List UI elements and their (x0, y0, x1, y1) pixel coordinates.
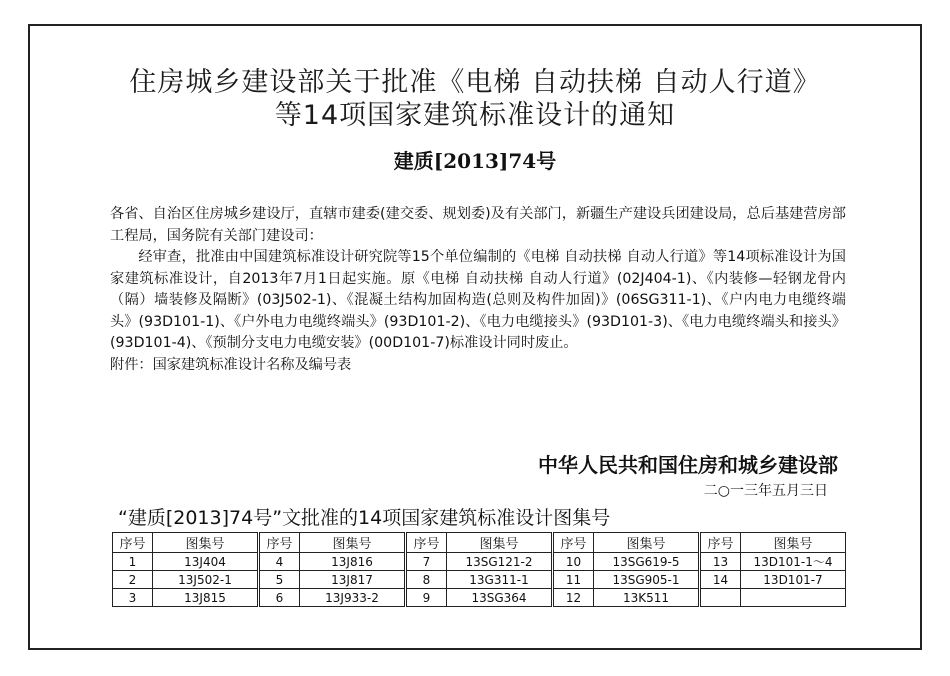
header-no: 序号 (406, 533, 447, 553)
row-number: 6 (259, 589, 300, 607)
table-header-row (113, 533, 846, 553)
header-code: 图集号 (447, 533, 553, 553)
header-no: 序号 (113, 533, 153, 553)
header-code: 图集号 (741, 533, 846, 553)
atlas-code: 13D101-7 (741, 571, 846, 589)
header-no: 序号 (700, 533, 741, 553)
header-code: 图集号 (153, 533, 259, 553)
notice-title-line-2: 等14项国家建筑标准设计的通知 (274, 100, 676, 131)
table-row (113, 553, 846, 571)
row-number: 9 (406, 589, 447, 607)
atlas-code: 13SG905-1 (594, 571, 700, 589)
row-number: 13 (700, 553, 741, 571)
table-row (113, 571, 846, 589)
header-code: 图集号 (594, 533, 700, 553)
table-caption: “建质[2013]74号”文批准的14项国家建筑标准设计图集号 (118, 507, 611, 529)
row-number: 8 (406, 571, 447, 589)
document-number: 建质[2013]74号 (393, 149, 557, 173)
atlas-code: 13J816 (300, 553, 406, 571)
issue-date: 二○一三年五月三日 (703, 483, 828, 499)
atlas-code: 13D101-1～4 (741, 553, 846, 571)
row-number: 2 (113, 571, 153, 589)
row-number: 12 (553, 589, 594, 607)
atlas-code: 13G311-1 (447, 571, 553, 589)
row-number: 3 (113, 589, 153, 607)
row-number (700, 589, 741, 607)
header-no: 序号 (259, 533, 300, 553)
row-number: 7 (406, 553, 447, 571)
issuing-authority: 中华人民共和国住房和城乡建设部 (538, 453, 838, 477)
atlas-code: 13J933-2 (300, 589, 406, 607)
atlas-code: 13SG619-5 (594, 553, 700, 571)
header-code: 图集号 (300, 533, 406, 553)
row-number: 4 (259, 553, 300, 571)
row-number: 10 (553, 553, 594, 571)
table-row (113, 589, 846, 607)
approval-paragraph: 经审查，批准由中国建筑标准设计研究院等15个单位编制的《电梯 自动扶梯 自动人行道》等14项标准设计为国家建筑标准设计，自2013年7月1日起实施。原《电梯 自动扶梯 自动人行道》(02J404-1)、《内装修—轻钢龙骨内（隔）墙装修及隔断》(03J502-1)、《混凝土结构加固构造(总则及构件加固)》(06SG311-1)、《户内电力电缆终端头》(93D101-1)、《户外电力电缆终端头》(93D101-2)、《电力电缆接头》(93D101-3)、《电力电缆终端头和接头》(93D101-4)、《预制分支电力电缆安装》(00D101-7)标准设计同时废止。 (110, 249, 846, 351)
row-number: 14 (700, 571, 741, 589)
atlas-code: 13J815 (153, 589, 259, 607)
atlas-code: 13K511 (594, 589, 700, 607)
header-no: 序号 (553, 533, 594, 553)
recipients-paragraph: 各省、自治区住房城乡建设厅，直辖市建委(建交委、规划委)及有关部门，新疆生产建设兵团建设局，总后基建营房部工程局，国务院有关部门建设司： (110, 206, 846, 244)
row-number: 1 (113, 553, 153, 571)
attachment-line: 附件：国家建筑标准设计名称及编号表 (110, 356, 352, 373)
atlas-code: 13J817 (300, 571, 406, 589)
notice-body (110, 204, 846, 376)
atlas-code: 13J404 (153, 553, 259, 571)
atlas-code: 13SG121-2 (447, 553, 553, 571)
row-number: 5 (259, 571, 300, 589)
atlas-code (741, 589, 846, 607)
atlas-code: 13SG364 (447, 589, 553, 607)
row-number: 11 (553, 571, 594, 589)
notice-title-line-1: 住房城乡建设部关于批准《电梯 自动扶梯 自动人行道》 (129, 67, 821, 98)
atlas-code: 13J502-1 (153, 571, 259, 589)
atlas-number-table (112, 532, 846, 607)
